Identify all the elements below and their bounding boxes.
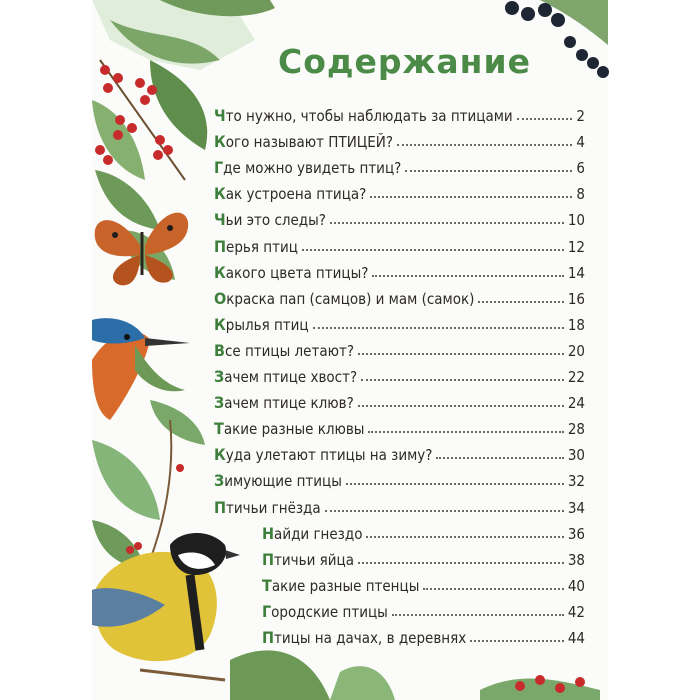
toc-entry (214, 103, 585, 125)
toc-entry-title (214, 159, 401, 177)
toc-leader-dots (368, 431, 563, 433)
toc-entry-text: тицы на дачах, в деревнях (274, 629, 467, 647)
toc-entry-initial: К (214, 132, 226, 152)
toc-leader-dots (330, 222, 564, 224)
toc-entry (214, 129, 585, 151)
toc-entry-title (214, 290, 474, 308)
toc-entry-initial: Н (262, 523, 275, 543)
toc-leader-dots (470, 640, 564, 642)
toc-entry (214, 260, 585, 282)
toc-page-number: 32 (567, 472, 585, 491)
toc-entry-text: то нужно, чтобы наблюдать за птицами (225, 107, 513, 125)
toc-entry-initial: П (214, 236, 227, 256)
toc-entry-text: имующие птицы (224, 472, 342, 491)
toc-entry-text: акие разные птенцы (271, 576, 420, 595)
toc-entry-title (214, 342, 354, 360)
toc-entry (214, 495, 585, 517)
toc-entry-initial: Т (214, 419, 224, 439)
toc-leader-dots (517, 118, 573, 120)
toc-entry-text: акие разные клювы (223, 420, 365, 439)
toc-page-number: 44 (567, 629, 585, 647)
toc-entry-initial: К (214, 445, 226, 465)
toc-entry-text: рылья птиц (225, 315, 309, 334)
toc-leader-dots (302, 249, 564, 251)
toc-entry (262, 599, 585, 621)
toc-entry-text: тичьи яйца (274, 550, 354, 569)
toc-entry-title (262, 577, 419, 595)
toc-entry-initial: Т (262, 575, 272, 595)
toc-entry-text: ачем птице хвост? (224, 368, 358, 386)
toc-leader-dots (366, 536, 563, 538)
toc-page-number: 20 (567, 341, 585, 360)
toc-entry-title (214, 185, 366, 203)
toc-entry (214, 390, 585, 412)
toc-entry (262, 521, 585, 543)
toc-page-number: 30 (567, 446, 585, 465)
toc-leader-dots (358, 353, 564, 355)
toc-entry (214, 155, 585, 177)
toc-entry-text: тичьи гнёзда (226, 498, 321, 517)
toc-leader-dots (478, 301, 563, 303)
toc-entry-title (262, 629, 466, 647)
toc-page-number: 10 (567, 211, 585, 230)
toc-entry-initial: З (214, 367, 225, 386)
toc-page-number: 16 (567, 289, 585, 308)
toc-page-number: 40 (567, 576, 585, 595)
toc-leader-dots (436, 457, 563, 459)
toc-leader-dots (358, 405, 564, 407)
toc-page-number: 24 (567, 394, 585, 413)
page-title: Содержание (278, 42, 531, 81)
toc-entry-text: краска пап (самцов) и мам (самок) (226, 289, 475, 308)
toc-page-number: 22 (567, 368, 585, 386)
toc-entry-title (214, 368, 357, 386)
toc-leader-dots (370, 196, 572, 198)
toc-entry-initial: П (214, 497, 227, 517)
toc-entry-title (214, 211, 326, 229)
toc-entry-title (214, 316, 309, 334)
toc-entry-text: ак устроена птица? (225, 185, 367, 204)
toc-leader-dots (358, 562, 564, 564)
toc-entry-title (214, 238, 298, 256)
toc-entry-text: се птицы летают? (224, 341, 354, 360)
toc-leader-dots (397, 144, 572, 146)
toc-entry-title (262, 525, 362, 543)
toc-entry (214, 286, 585, 308)
toc-page-number: 18 (567, 315, 585, 334)
toc-entry-initial: К (214, 314, 226, 334)
toc-entry-text: ьи это следы? (225, 211, 326, 230)
toc-entry-title (262, 551, 354, 569)
toc-entry-text: ерья птиц (226, 237, 298, 256)
toc-entry-text: ородские птицы (271, 602, 388, 621)
toc-entry-text: айди гнездо (274, 524, 363, 543)
toc-page-number: 34 (567, 498, 585, 517)
toc-entry-initial: К (214, 262, 226, 282)
toc-entry (214, 364, 585, 386)
toc-page-number: 2 (576, 107, 585, 125)
toc-entry-initial: З (214, 393, 225, 413)
toc-entry (214, 312, 585, 334)
toc-page-number: 4 (576, 133, 585, 152)
toc-entry-initial: Ч (214, 106, 226, 125)
toc-entry-title (214, 472, 342, 490)
toc-page-number: 36 (567, 524, 585, 543)
toc-leader-dots (313, 327, 564, 329)
toc-entry (214, 442, 585, 464)
toc-entry-title (214, 394, 354, 412)
toc-page-number: 6 (576, 159, 585, 178)
toc-leader-dots (325, 510, 564, 512)
toc-page-number: 14 (567, 263, 585, 282)
toc-entry-initial: О (214, 288, 227, 308)
toc-entry (214, 234, 585, 256)
toc-entry (262, 625, 585, 647)
toc-page-number: 42 (567, 602, 585, 621)
toc-entry-text: уда улетают птицы на зиму? (225, 446, 433, 465)
toc-entry-title (214, 133, 393, 151)
toc-entry-initial: К (214, 184, 226, 204)
toc-entry (214, 468, 585, 490)
toc-entry-initial: В (214, 340, 225, 360)
toc-entry-title (214, 499, 321, 517)
toc-entry-text: ачем птице клюв? (224, 394, 354, 413)
toc-entry-initial: З (214, 471, 225, 491)
toc-page-number: 28 (567, 420, 585, 439)
toc-leader-dots (346, 483, 564, 485)
toc-entry-initial: Г (262, 601, 272, 621)
toc-entry-title (214, 264, 368, 282)
toc-leader-dots (361, 379, 564, 381)
toc-entry (214, 181, 585, 203)
toc-entry (262, 573, 585, 595)
toc-entry-text: де можно увидеть птиц? (223, 159, 402, 178)
toc-page-number: 38 (567, 550, 585, 569)
toc-entry-title (214, 420, 364, 438)
toc-entry (214, 207, 585, 229)
toc-page-number: 12 (567, 237, 585, 256)
toc-leader-dots (392, 614, 564, 616)
toc-leader-dots (423, 588, 563, 590)
toc-entry-initial: П (262, 549, 275, 569)
toc-entry (214, 338, 585, 360)
toc-entry-text: ого называют ПТИЦЕЙ? (225, 133, 394, 152)
toc-leader-dots (405, 170, 572, 172)
toc-entry-initial: П (262, 628, 275, 647)
toc-entry (214, 416, 585, 438)
toc-entry (262, 547, 585, 569)
toc-entry-text: акого цвета птицы? (225, 263, 369, 282)
toc-page-number: 8 (576, 185, 585, 204)
toc-entry-title (214, 107, 513, 125)
toc-entry-title (262, 603, 388, 621)
toc-entry-initial: Ч (214, 210, 226, 230)
toc-entry-initial: Г (214, 158, 224, 178)
toc-entry-title (214, 446, 432, 464)
toc-leader-dots (372, 275, 563, 277)
